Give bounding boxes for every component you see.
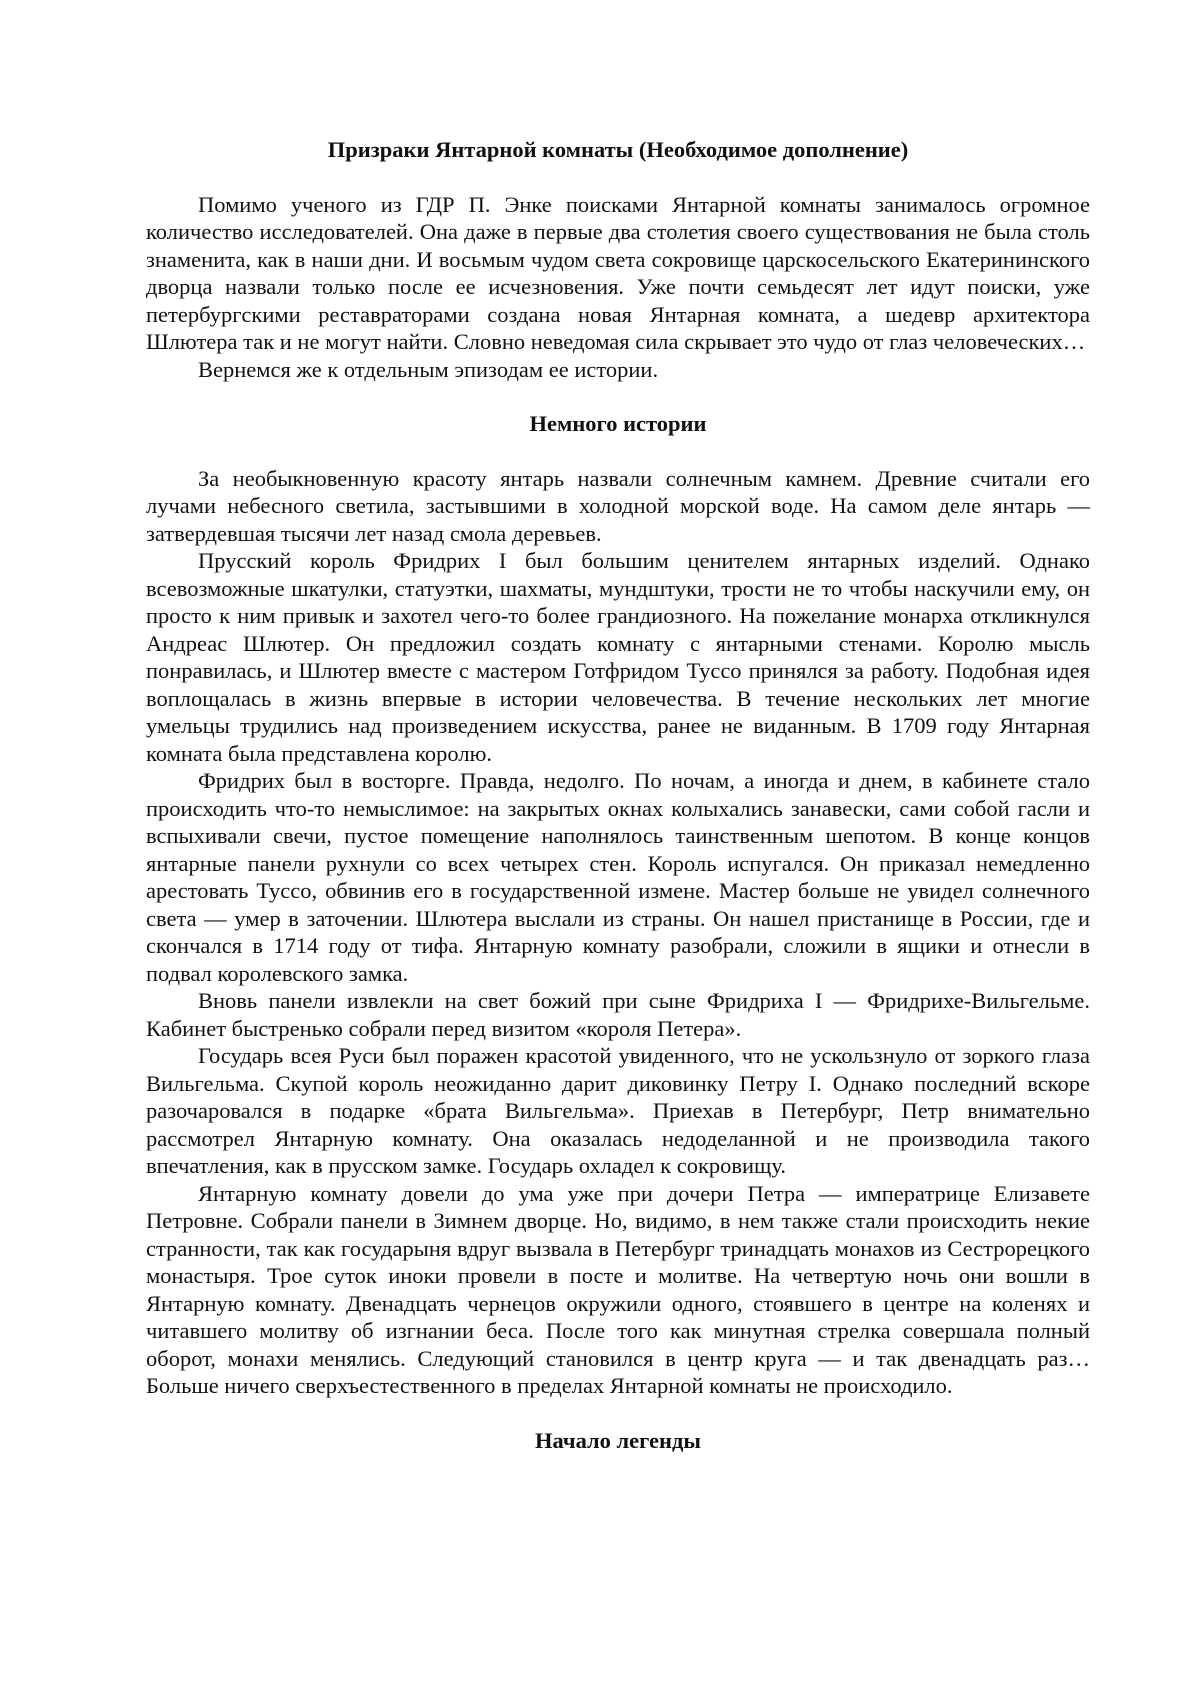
paragraph: Вернемся же к отдельным эпизодам ее истории. xyxy=(198,356,659,382)
document-title: Призраки Янтарной комнаты (Необходимое дополнение) xyxy=(327,137,909,162)
document-page xyxy=(146,136,1090,1481)
paragraph: Фридрих был в восторге. Правда, недолго. По ночам, а иногда и днем, в кабинете стало происходить что-то немыслимое: на закрытых окнах колыхались занавески, сами собой гасли и вспыхивали свечи, пустое помещение наполнялось таинственным шепотом. В конце концов янтарные панели рухнули со всех четырех стен. Король испугался. Он приказал немедленно арестовать Туссо, обвинив его в государственной измене. Мастер больше не увидел солнечного света — умер в заточении. Шлютера выслали из страны. Он нашел пристанище в России, где и скончался в 1714 году от тифа. Янтарную комнату разобрали, сложили в ящики и отнесли в подвал королевского замка. xyxy=(146,768,1090,986)
paragraph: За необыкновенную красоту янтарь назвали солнечным камнем. Древние считали его лучами небесного светила, застывшими в холодной морской воде. На самом деле янтарь — затвердевшая тысячи лет назад смола деревьев. xyxy=(146,465,1090,546)
paragraph: Янтарную комнату довели до ума уже при дочери Петра — императрице Елизавете Петровне. Собрали панели в Зимнем дворце. Но, видимо, в нем также стали происходить некие странности, так как государыня вдруг вызвала в Петербург тринадцать монахов из Сестрорецкого монастыря. Трое суток иноки провели в посте и молитве. На четвертую ночь они вошли в Янтарную комнату. Двенадцать чернецов окружили одного, стоявшего в центре на коленях и читавшего молитву об изгнании беса. После того как минутная стрелка совершала полный оборот, монахи менялись. Следующий становился в центр круга — и так двенадцать раз… Больше ничего сверхъестественного в пределах Янтарной комнаты не происходило. xyxy=(146,1180,1090,1398)
paragraph: Вновь панели извлекли на свет божий при сыне Фридриха I — Фридрихе-Вильгельме. Кабинет быстренько собрали перед визитом «короля Петера». xyxy=(146,988,1090,1041)
paragraph: Помимо ученого из ГДР П. Энке поисками Янтарной комнаты занималось огромное количество исследователей. Она даже в первые два столетия своего существования не была столь знаменита, как в наши дни. И восьмым чудом света сокровище царскосельского Екатерининского дворца назвали только после ее исчезновения. Уже почти семьдесят лет идут поиски, уже петербургскими реставраторами создана новая Янтарная комната, а шедевр архитектора Шлютера так и не могут найти. Словно неведомая сила скрывает это чудо от глаз человеческих… xyxy=(146,191,1090,354)
paragraph: Государь всея Руси был поражен красотой увиденного, что не ускользнуло от зоркого глаза Вильгельма. Скупой король неожиданно дарит диковинку Петру I. Однако последний вскоре разочаровался в подарке «брата Вильгельма». Приехав в Петербург, Петр внимательно рассмотрел Янтарную комнату. Она оказалась недоделанной и не производила такого впечатления, как в прусском замке. Государь охладел к сокровищу. xyxy=(146,1043,1090,1178)
section-heading: Начало легенды xyxy=(535,1427,701,1453)
section-heading: Немного истории xyxy=(529,411,707,436)
paragraph: Прусский король Фридрих I был большим ценителем янтарных изделий. Однако всевозможные шкатулки, статуэтки, шахматы, мундштуки, трости не то чтобы наскучили ему, он просто к ним привык и захотел чего-то более грандиозного. На пожелание монарха откликнулся Андреас Шлютер. Он предложил создать комнату с янтарными стенами. Королю мысль понравилась, и Шлютер вместе с мастером Готфридом Туссо принялся за работу. Подобная идея воплощалась в жизнь впервые в истории человечества. В течение нескольких лет многие умельцы трудились над произведением искусства, ранее не виданным. В 1709 году Янтарная комната была представлена королю. xyxy=(146,548,1090,766)
